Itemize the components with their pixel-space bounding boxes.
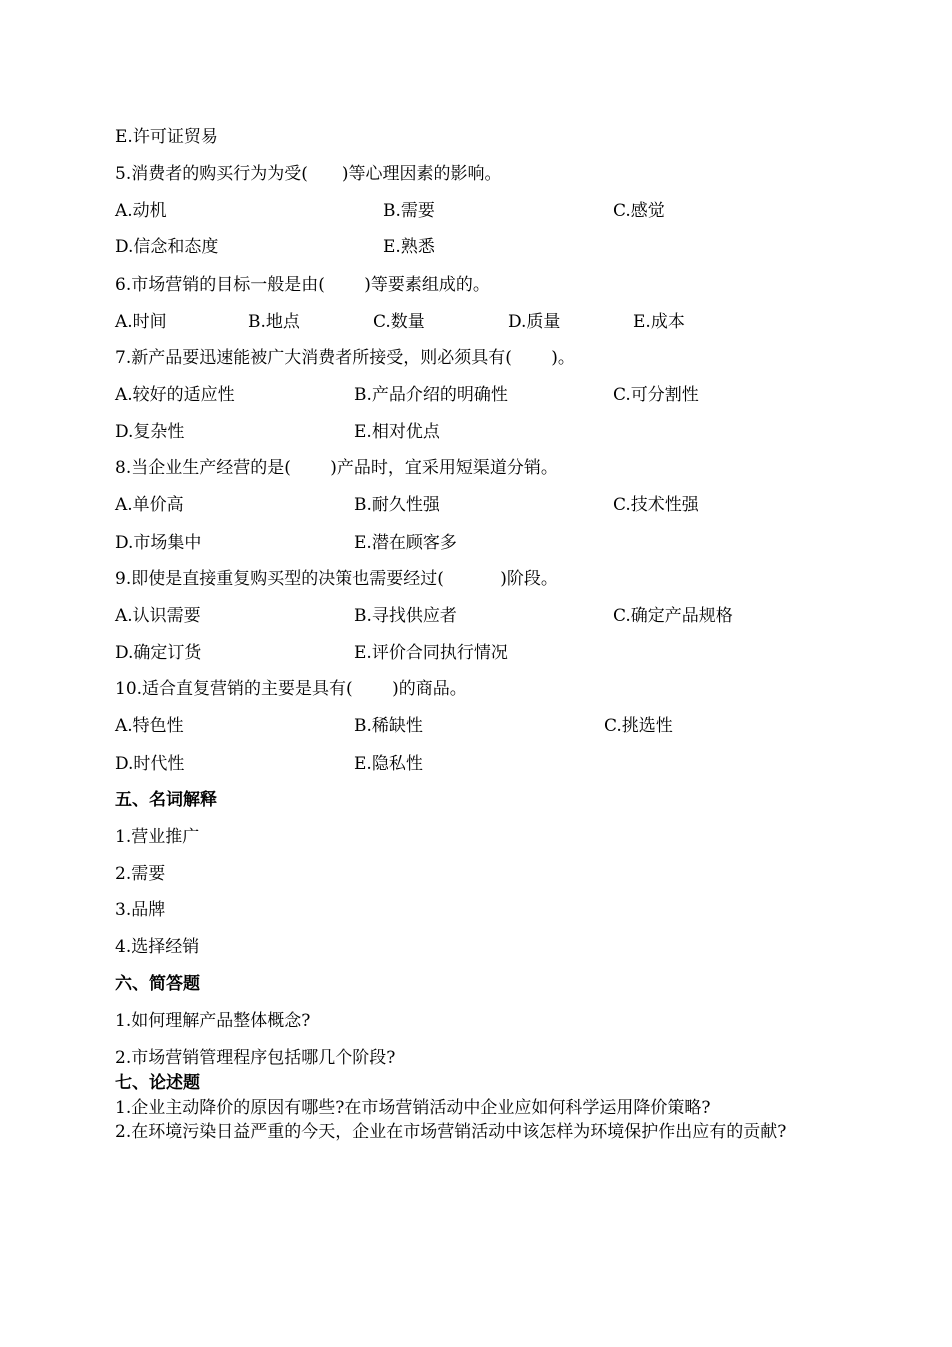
option-d: D.时代性 [115,754,185,774]
section-heading: 五、名词解释 [115,790,217,810]
option-b: B.耐久性强 [354,495,440,515]
short-answer-item: 2.市场营销管理程序包括哪几个阶段? [115,1048,396,1068]
essay-item: 2.在环境污染日益严重的今天，企业在市场营销活动中该怎样为环境保护作出应有的贡献? [115,1122,787,1142]
option-e: E.相对优点 [354,422,440,442]
term-item: 4.选择经销 [115,937,200,957]
question-9: 9.即使是直接重复购买型的决策也需要经过( )阶段。 [115,569,558,589]
option-d: D.复杂性 [115,422,185,442]
section-heading: 六、简答题 [115,974,200,994]
essay-item: 1.企业主动降价的原因有哪些?在市场营销活动中企业应如何科学运用降价策略? [115,1098,711,1118]
option-a: A.时间 [115,312,167,332]
option-d: D.质量 [508,312,561,332]
option-b: B.寻找供应者 [354,606,457,626]
option-a: A.单价高 [115,495,184,515]
option-b: B.产品介绍的明确性 [354,385,508,405]
option-a: A.动机 [115,201,167,221]
option-c: C.确定产品规格 [613,606,733,626]
term-item: 3.品牌 [115,900,166,920]
option-b: B.需要 [383,201,435,221]
option-e: E.成本 [633,312,685,332]
section-heading: 七、论述题 [115,1073,200,1093]
option-c: C.感觉 [613,201,665,221]
option-a: A.认识需要 [115,606,201,626]
option-e: E.评价合同执行情况 [354,643,508,663]
question-8: 8.当企业生产经营的是( )产品时，宜采用短渠道分销。 [115,458,558,478]
question-5: 5.消费者的购买行为为受( )等心理因素的影响。 [115,164,502,184]
option-c: C.挑选性 [604,716,673,736]
option-e: E.潜在顾客多 [354,533,457,553]
option-d: D.确定订货 [115,643,202,663]
question-10: 10.适合直复营销的主要是具有( )的商品。 [115,679,467,699]
option-d: D.信念和态度 [115,237,219,257]
option-e: E.隐私性 [354,754,423,774]
option-c: C.可分割性 [613,385,699,405]
question-6: 6.市场营销的目标一般是由( )等要素组成的。 [115,275,490,295]
term-item: 1.营业推广 [115,827,200,847]
question-7: 7.新产品要迅速能被广大消费者所接受，则必须具有( )。 [115,348,575,368]
option-d: D.市场集中 [115,533,202,553]
option-b: B.地点 [248,312,300,332]
short-answer-item: 1.如何理解产品整体概念? [115,1011,311,1031]
option-c: C.技术性强 [613,495,699,515]
option-b: B.稀缺性 [354,716,423,736]
option-a: A.较好的适应性 [115,385,235,405]
option-line: E.许可证贸易 [115,127,218,147]
option-e: E.熟悉 [383,237,435,257]
option-c: C.数量 [373,312,425,332]
option-a: A.特色性 [115,716,184,736]
term-item: 2.需要 [115,864,166,884]
